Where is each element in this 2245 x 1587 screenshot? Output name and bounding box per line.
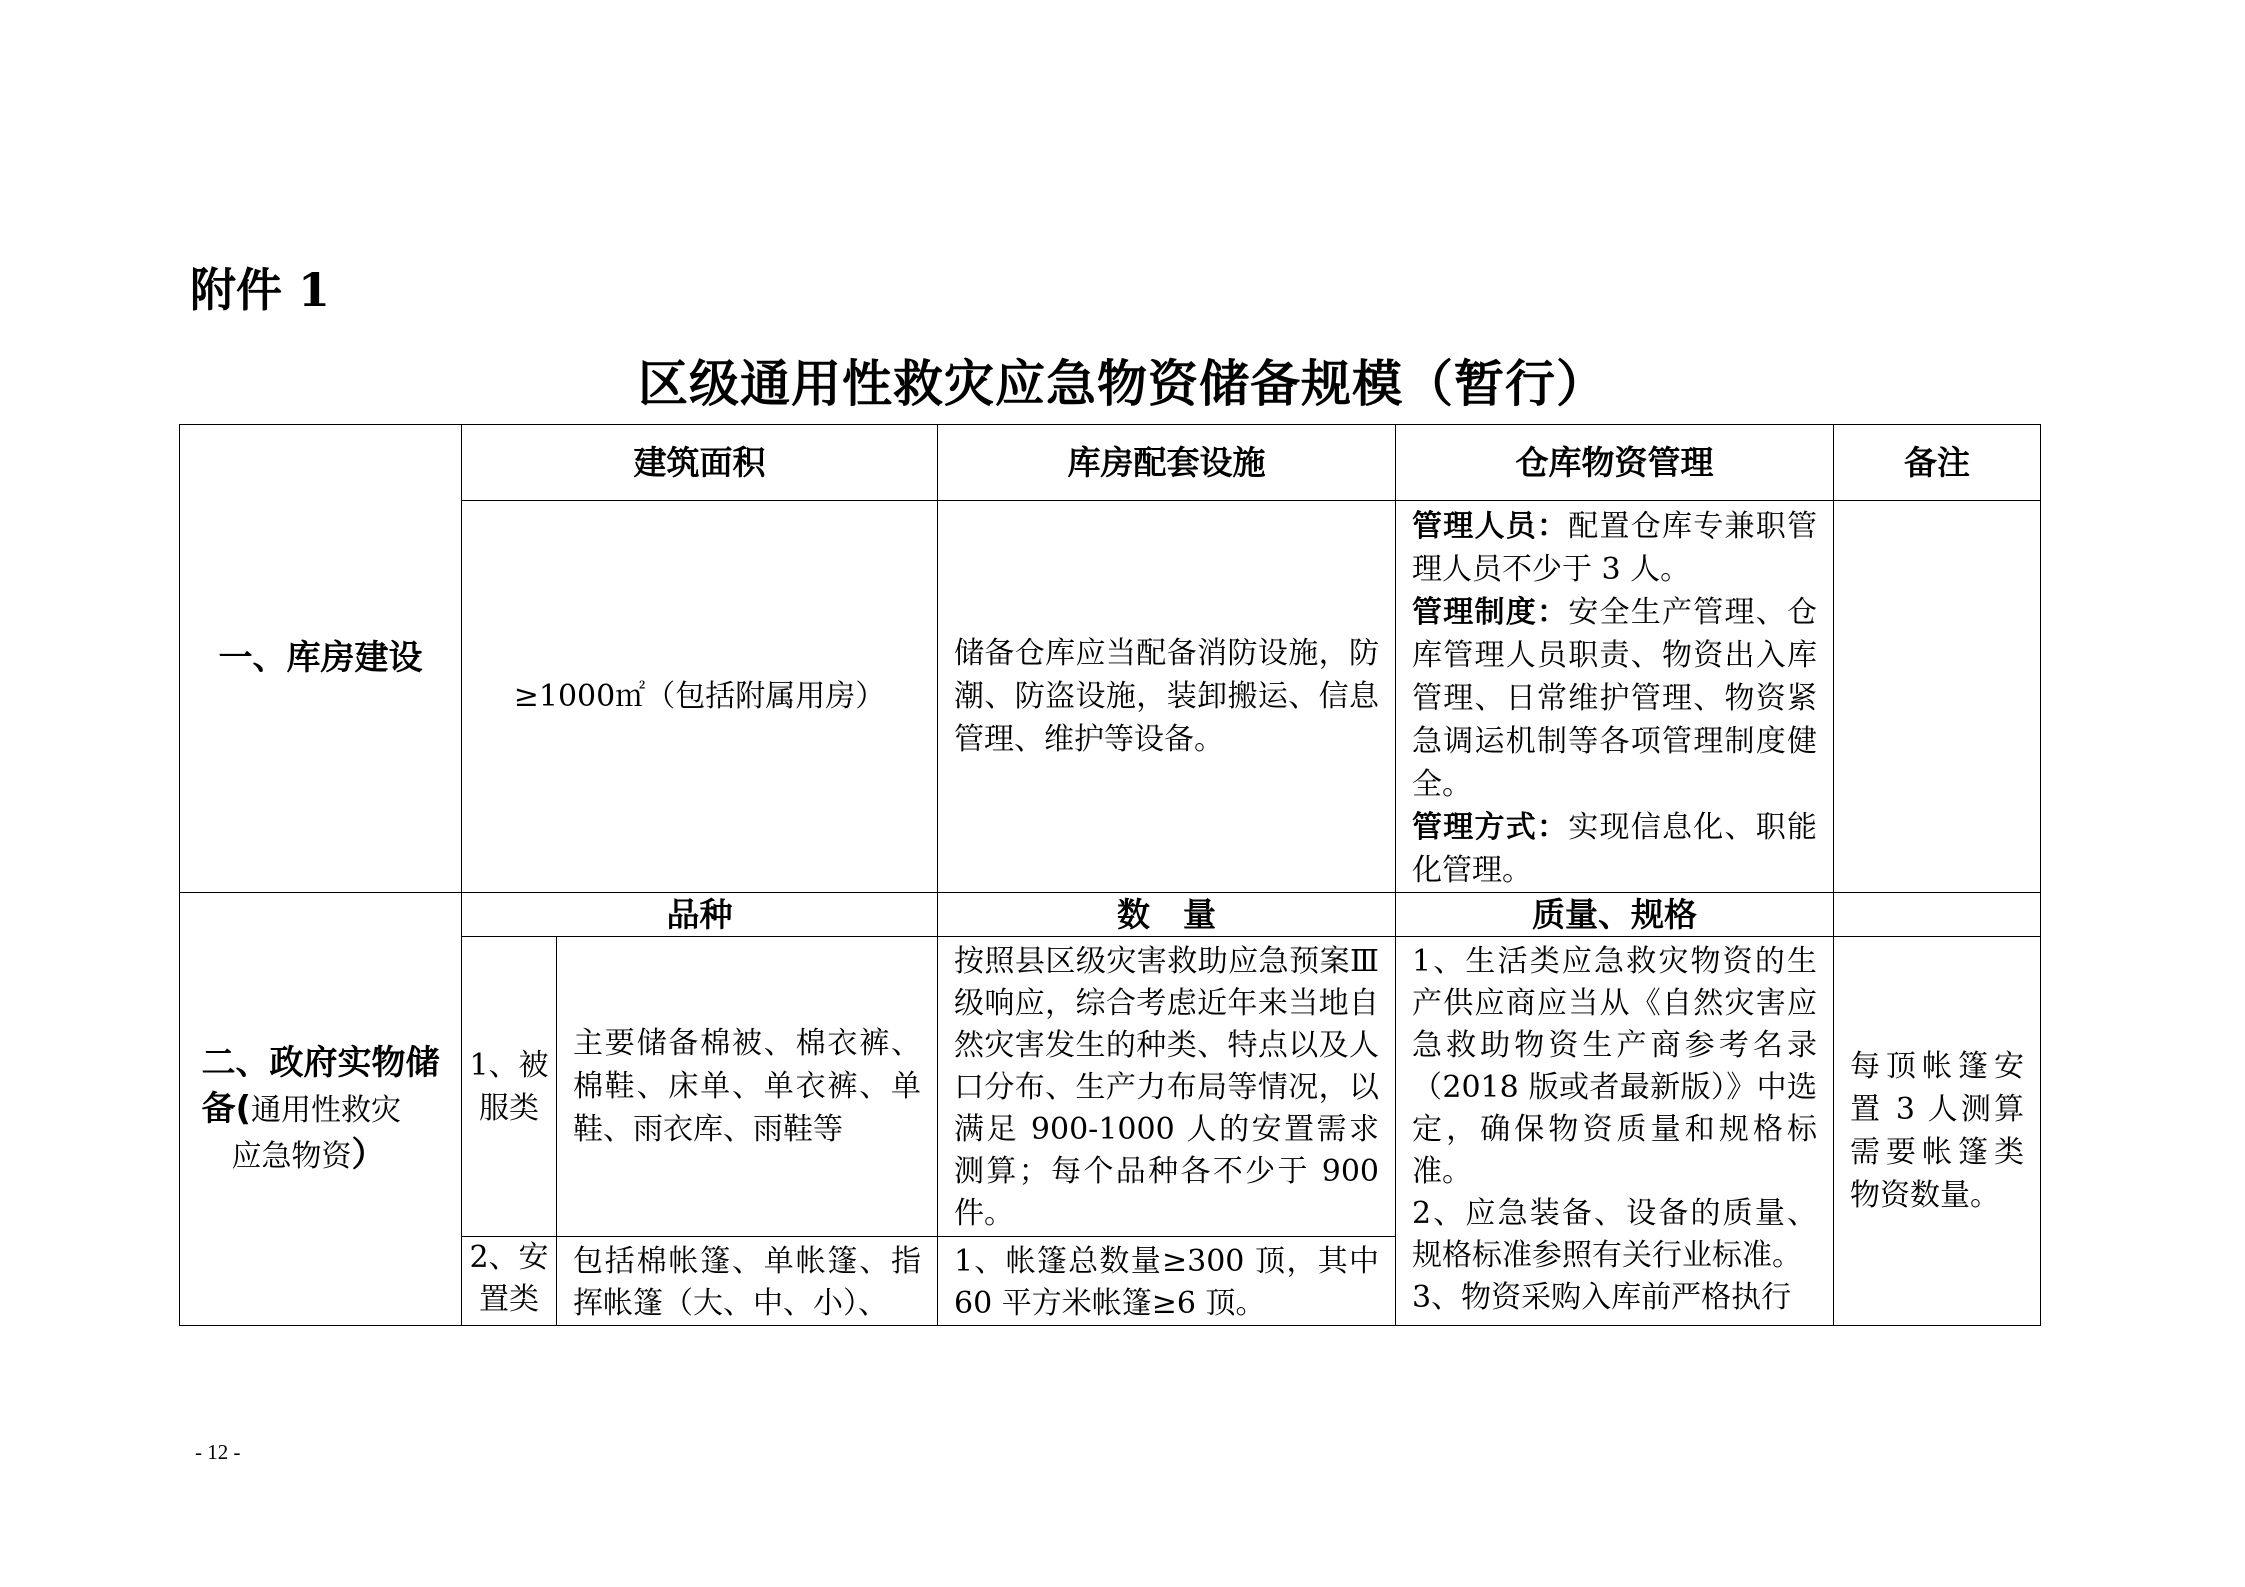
management-label-system: 管理制度： (1412, 595, 1569, 630)
header-facilities: 库房配套设施 (938, 425, 1396, 501)
attachment-label: 附件 1 (190, 263, 331, 317)
section2-name: 二、政府实物储 备(通用性救灾 应急物资） (180, 893, 462, 1326)
header-management: 仓库物资管理 (1396, 425, 1834, 501)
reserve-table (179, 424, 2041, 1326)
header-quantity: 数 量 (938, 893, 1396, 937)
management-text (1396, 501, 1834, 893)
category-bedding: 1、被服类 (462, 937, 557, 1237)
section1-name: 一、库房建设 (180, 425, 462, 893)
page-title: 区级通用性救灾应急物资储备规模（暂行） (638, 354, 1607, 413)
section2-note: 每顶帐篷安置 3 人测算需要帐篷类物资数量。 (1834, 937, 2041, 1326)
header-quality: 质量、规格 (1396, 893, 1834, 937)
category-shelter: 2、安置类 (462, 1237, 557, 1326)
management-text-staff: 配置仓库专兼职管理人员不少于 3 人。 (1412, 509, 1817, 587)
header-note-2 (1834, 893, 2041, 937)
quality-spec: 1、生活类应急救灾物资的生产供应商应当从《自然灾害应急救助物资生产商参考名录（2018 版或者最新版）》中选定，确保物资质量和规格标准。 2、应急装备、设备的质量、规格标准参照有关行业标准。 3、物资采购入库前严格执行 (1396, 937, 1834, 1326)
section1-note (1834, 501, 2041, 893)
management-label-mode: 管理方式： (1412, 810, 1569, 845)
items-bedding: 主要储备棉被、棉衣裤、棉鞋、床单、单衣裤、单鞋、雨衣库、雨鞋等 (557, 937, 938, 1237)
header-area: 建筑面积 (462, 425, 938, 501)
facilities-text: 储备仓库应当配备消防设施，防潮、防盗设施，装卸搬运、信息管理、维护等设备。 (938, 501, 1396, 893)
header-variety: 品种 (462, 893, 938, 937)
header-note: 备注 (1834, 425, 2041, 501)
quantity-bedding: 按照县区级灾害救助应急预案Ⅲ级响应，综合考虑近年来当地自然灾害发生的种类、特点以及人口分布、生产力布局等情况，以满足 900-1000 人的安置需求测算；每个品种各不少于 900 件。 (938, 937, 1396, 1237)
management-text-mode: 实现信息化、职能化管理。 (1412, 810, 1817, 888)
page-number: - 12 - (195, 1440, 241, 1464)
items-shelter: 包括棉帐篷、单帐篷、指挥帐篷（大、中、小）、 (557, 1237, 938, 1326)
quantity-shelter: 1、帐篷总数量≥300 顶，其中 60 平方米帐篷≥6 顶。 (938, 1237, 1396, 1326)
management-label-staff: 管理人员： (1412, 509, 1569, 544)
area-value: ≥1000㎡（包括附属用房） (462, 501, 938, 893)
management-text-system: 安全生产管理、仓库管理人员职责、物资出入库管理、日常维护管理、物资紧急调运机制等各项管理制度健全。 (1412, 595, 1817, 802)
